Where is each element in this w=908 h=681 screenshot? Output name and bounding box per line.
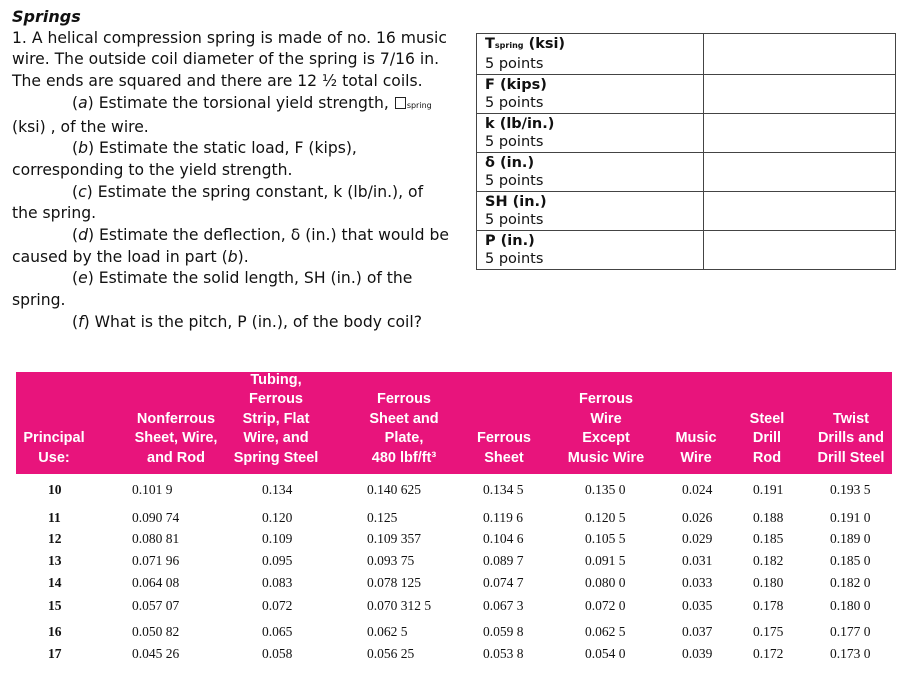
answer-label: SH (in.) (485, 194, 547, 210)
gauge-cell: 0.072 0 (585, 598, 626, 613)
gauge-cell: 0.125 (367, 510, 398, 525)
gauge-header-line: Spring Steel (233, 449, 319, 466)
answer-cell[interactable] (704, 192, 896, 231)
gauge-cell: 0.026 (682, 510, 713, 525)
gauge-header-line: Use: (38, 449, 70, 466)
part-e: (e) Estimate the solid length, SH (in.) of the (72, 269, 413, 288)
gauge-header-line: Sheet, Wire, (134, 430, 218, 446)
gauge-cell: 0.080 81 (132, 531, 180, 546)
gauge-cell: 0.070 312 5 (367, 598, 432, 613)
gauge-cell: 0.134 5 (483, 482, 524, 497)
gauge-cell: 0.109 357 (367, 531, 421, 546)
gauge-cell: 0.109 (262, 531, 293, 546)
gauge-header-line: Steel (749, 410, 785, 427)
gauge-cell: 0.080 0 (585, 575, 626, 590)
gauge-cell: 0.037 (682, 624, 713, 639)
answer-row-sh (477, 192, 896, 231)
answer-points: 5 points (485, 212, 544, 228)
gauge-header-col-3 (216, 371, 336, 469)
gauge-cell: 0.062 5 (585, 624, 626, 639)
answer-row-p (477, 231, 896, 270)
gauge-number: 16 (48, 624, 62, 639)
part-b-cont: corresponding to the yield strength. (12, 160, 293, 179)
part-f: (f) What is the pitch, P (in.), of the body coil? (72, 312, 422, 331)
gauge-cell: 0.191 (753, 482, 784, 497)
gauge-cell: 0.193 5 (830, 482, 871, 497)
gauge-cell: 0.180 (753, 575, 784, 590)
intro-line-3: The ends are squared and there are 12 ½ total coils. (12, 72, 423, 91)
gauge-cell: 0.071 96 (132, 553, 180, 568)
gauge-cell: 0.185 0 (830, 553, 871, 568)
answer-row-delta (477, 153, 896, 192)
answer-points: 5 points (485, 173, 544, 189)
gauge-header-line: Music (675, 430, 717, 446)
gauge-cell: 0.062 5 (367, 624, 408, 639)
gauge-cell: 0.078 125 (367, 575, 421, 590)
part-d-cont: caused by the load in part (b). (12, 247, 249, 266)
part-c: (c) Estimate the spring constant, k (lb/in.), of (72, 182, 424, 201)
gauge-header-line: Nonferrous (136, 410, 216, 427)
part-a: (a) Estimate the torsional yield strength, spring (72, 93, 432, 112)
wire-gauge-table (16, 372, 892, 674)
answer-points: 5 points (485, 251, 544, 267)
gauge-cell: 0.182 0 (830, 575, 871, 590)
gauge-cell: 0.074 7 (483, 575, 524, 590)
gauge-cell: 0.090 74 (132, 510, 180, 525)
gauge-cell: 0.059 8 (483, 624, 524, 639)
gauge-header-line: Drill (752, 430, 782, 446)
gauge-cell: 0.120 (262, 510, 293, 525)
gauge-cell: 0.035 (682, 598, 713, 613)
gauge-cell: 0.175 (753, 624, 784, 639)
answer-row-tspring (477, 34, 896, 75)
answer-cell[interactable] (704, 75, 896, 114)
gauge-number: 13 (48, 553, 62, 568)
gauge-cell: 0.173 0 (830, 646, 871, 661)
gauge-header-line: Sheet and (369, 410, 439, 427)
gauge-cell: 0.120 5 (585, 510, 626, 525)
gauge-header-line: Ferrous (579, 391, 633, 407)
gauge-header-line: and Rod (147, 449, 205, 466)
gauge-cell: 0.180 0 (830, 598, 871, 613)
gauge-cell: 0.058 (262, 646, 293, 661)
gauge-cell: 0.067 3 (483, 598, 524, 613)
gauge-header-line: Rod (752, 449, 782, 466)
gauge-cell: 0.091 5 (585, 553, 626, 568)
gauge-cell: 0.188 (753, 510, 784, 525)
gauge-cell: 0.065 (262, 624, 293, 639)
gauge-header-line: Wire, and (243, 430, 309, 446)
answer-points: 5 points (485, 95, 544, 111)
gauge-table-body (16, 474, 892, 674)
gauge-cell: 0.119 6 (483, 510, 523, 525)
gauge-header-line: Ferrous (377, 391, 431, 407)
gauge-cell: 0.135 0 (585, 482, 626, 497)
gauge-table-row (16, 646, 892, 666)
gauge-cell: 0.045 26 (132, 646, 180, 661)
gauge-header-line: 480 lbf/ft³ (371, 449, 437, 466)
gauge-cell: 0.024 (682, 482, 713, 497)
gauge-number: 11 (48, 510, 61, 525)
part-c-cont: the spring. (12, 204, 97, 223)
gauge-cell: 0.072 (262, 598, 293, 613)
gauge-header-line: Drills and (817, 430, 885, 446)
gauge-cell: 0.191 0 (830, 510, 871, 525)
part-a-cont: (ksi) , of the wire. (12, 117, 149, 136)
answer-table (476, 33, 896, 270)
gauge-table-row (16, 531, 892, 551)
gauge-header-col-1 (0, 429, 114, 468)
gauge-cell: 0.101 9 (132, 482, 173, 497)
gauge-cell: 0.033 (682, 575, 713, 590)
gauge-cell: 0.039 (682, 646, 713, 661)
gauge-table-row (16, 598, 892, 618)
answer-label: Tspring (ksi) (485, 36, 566, 52)
gauge-cell: 0.189 0 (830, 531, 871, 546)
gauge-cell: 0.029 (682, 531, 713, 546)
gauge-header-line: Except (582, 430, 630, 446)
gauge-cell: 0.054 0 (585, 646, 626, 661)
gauge-number: 15 (48, 598, 62, 613)
gauge-header-line: Sheet (484, 449, 524, 466)
part-b: (b) Estimate the static load, F (kips), (72, 139, 357, 158)
gauge-cell: 0.105 5 (585, 531, 626, 546)
problem-statement (12, 6, 467, 334)
gauge-cell: 0.064 08 (132, 575, 180, 590)
gauge-number: 17 (48, 646, 62, 661)
answer-cell[interactable] (704, 231, 896, 270)
answer-label: P (in.) (485, 233, 535, 249)
gauge-header-col-9 (791, 410, 908, 469)
gauge-header-line: Plate, (384, 430, 424, 446)
gauge-table-row (16, 482, 892, 502)
intro-line-1: 1. A helical compression spring is made of no. 16 music (12, 28, 447, 47)
gauge-header-line: Music Wire (567, 449, 645, 466)
gauge-cell: 0.095 (262, 553, 293, 568)
gauge-table-header (16, 372, 892, 474)
answer-cell[interactable] (704, 114, 896, 153)
answer-label: δ (in.) (485, 155, 535, 171)
gauge-cell: 0.056 25 (367, 646, 415, 661)
gauge-header-line: Wire (680, 449, 712, 466)
gauge-header-line: Tubing, (250, 371, 302, 388)
answer-label: k (lb/in.) (485, 116, 555, 132)
gauge-cell: 0.134 (262, 482, 293, 497)
gauge-header-line: Drill Steel (817, 449, 885, 466)
gauge-cell: 0.057 07 (132, 598, 180, 613)
gauge-cell: 0.089 7 (483, 553, 524, 568)
gauge-header-line: Ferrous (477, 430, 531, 446)
answer-cell[interactable] (704, 153, 896, 192)
answer-row-f (477, 75, 896, 114)
gauge-header-line: Principal (23, 430, 85, 446)
gauge-cell: 0.140 625 (367, 482, 421, 497)
gauge-table-row (16, 575, 892, 595)
problem-title: Springs (12, 7, 81, 26)
tau-symbol-icon (395, 97, 406, 109)
gauge-cell: 0.053 8 (483, 646, 524, 661)
gauge-cell: 0.093 75 (367, 553, 415, 568)
gauge-number: 14 (48, 575, 62, 590)
gauge-header-line: Strip, Flat (242, 410, 310, 427)
gauge-header-line: Twist (833, 410, 869, 427)
gauge-cell: 0.083 (262, 575, 293, 590)
gauge-cell: 0.185 (753, 531, 784, 546)
gauge-table-row (16, 553, 892, 573)
gauge-cell: 0.178 (753, 598, 784, 613)
gauge-header-line: Ferrous (249, 391, 303, 407)
answer-cell[interactable] (704, 34, 896, 75)
gauge-cell: 0.031 (682, 553, 713, 568)
answer-points: 5 points (485, 56, 544, 72)
gauge-cell: 0.104 6 (483, 531, 524, 546)
gauge-table-row (16, 624, 892, 644)
gauge-cell: 0.172 (753, 646, 784, 661)
intro-line-2: wire. The outside coil diameter of the spring is 7/16 in. (12, 50, 440, 69)
gauge-table-row (16, 510, 892, 530)
answer-label: F (kips) (485, 77, 547, 93)
gauge-cell: 0.050 82 (132, 624, 180, 639)
answer-row-k (477, 114, 896, 153)
part-e-cont: spring. (12, 291, 66, 310)
part-d: (d) Estimate the deflection, δ (in.) that would be (72, 226, 449, 245)
gauge-cell: 0.182 (753, 553, 784, 568)
gauge-number: 12 (48, 531, 62, 546)
gauge-number: 10 (48, 482, 62, 497)
answer-points: 5 points (485, 134, 544, 150)
gauge-cell: 0.177 0 (830, 624, 871, 639)
gauge-header-line: Wire (590, 410, 622, 427)
